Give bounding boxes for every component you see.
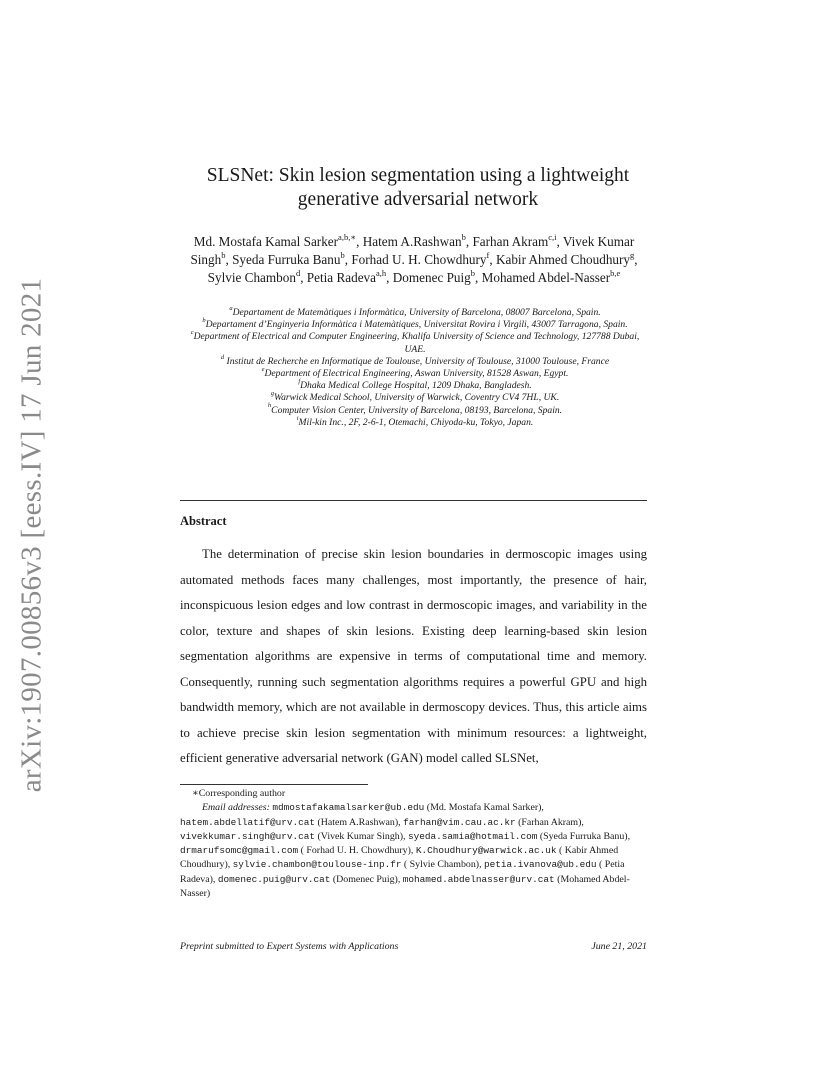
author-affiliation-marker: d bbox=[295, 267, 301, 278]
affiliation-text: Computer Vision Center, University of Barcelona, 08193, Barcelona, Spain. bbox=[271, 404, 563, 416]
corresponding-author-note: ∗Corresponding author bbox=[192, 788, 286, 799]
email-owner: (Domenec Puig), bbox=[330, 873, 403, 885]
author bbox=[362, 231, 466, 249]
author bbox=[207, 267, 301, 285]
email-link[interactable]: vivekkumar.singh@urv.cat bbox=[180, 830, 316, 842]
email-owner: (Md. Mostafa Kamal Sarker), bbox=[424, 802, 544, 814]
email-link[interactable]: hatem.abdellatif@urv.cat bbox=[180, 816, 316, 828]
abstract-body: The determination of precise skin lesion boundaries in dermoscopic images using automated methods faces many challenges, most importantly, the presence of hair, inconspicuous lesion edges and low contrast in dermoscopic images, and variability in the color, texture and shapes of skin lesions. Existing deep learning-based skin lesion segmentation algorithms are expensive in terms of computational time and memory. Consequently, running such segmentation algorithms requires a powerful GPU and high bandwidth memory, which are not available in dermoscopy devices. Thus, this article aims to achieve precise skin lesion segmentation with minimum resources: a lightweight, efficient generative adversarial network (GAN) model called SLSNet, bbox=[180, 547, 647, 765]
author-name: Kabir Ahmed Choudhury bbox=[495, 252, 630, 267]
header-divider bbox=[180, 500, 647, 501]
footnotes bbox=[180, 787, 647, 901]
affiliation-marker: i bbox=[296, 414, 299, 422]
author-affiliation-marker: c,i bbox=[548, 231, 557, 242]
email-owner: ( Petia Radeva), bbox=[180, 859, 625, 885]
author-affiliation-marker: b bbox=[221, 249, 226, 260]
email-link[interactable]: mdmostafakamalsarker@ub.edu bbox=[272, 802, 425, 814]
abstract-heading: Abstract bbox=[180, 514, 227, 528]
affiliation-marker: b bbox=[202, 317, 206, 325]
author-affiliation-marker: f bbox=[486, 249, 490, 260]
affiliation-marker: g bbox=[270, 390, 275, 398]
author bbox=[481, 267, 621, 285]
affiliation bbox=[180, 392, 650, 404]
author-affiliation-marker: a,h bbox=[376, 267, 387, 278]
author-affiliation-marker: a,b,∗ bbox=[338, 231, 357, 242]
author bbox=[306, 267, 387, 285]
affiliation-marker: e bbox=[261, 365, 265, 373]
arxiv-sidebar bbox=[12, 277, 52, 793]
affiliation-text: Departament d’Enginyeria Informàtica i Matemàtiques, Universitat Rovira i Virgili, 43007 Tarragona, Spain. bbox=[205, 319, 628, 331]
affiliation bbox=[180, 353, 650, 368]
email-link[interactable]: sylvie.chambon@toulouse-inp.fr bbox=[232, 859, 402, 871]
email-link[interactable]: K.Choudhury@warwick.ac.uk bbox=[415, 845, 557, 857]
author bbox=[495, 249, 635, 267]
paper-title bbox=[170, 164, 666, 212]
author-name: Forhad U. H. Chowdhury bbox=[351, 252, 487, 267]
affiliation-text: Warwick Medical School, University of Warwick, Coventry CV4 7HL, UK. bbox=[274, 392, 560, 404]
author-name: Farhan Akram bbox=[472, 234, 549, 249]
affiliation bbox=[180, 380, 650, 392]
email-owner: (Vivek Kumar Singh), bbox=[315, 830, 408, 842]
title-line-1: SLSNet: Skin lesion segmentation using a lightweight bbox=[206, 165, 630, 186]
email-addresses bbox=[180, 801, 647, 901]
footnote-divider bbox=[180, 784, 368, 785]
author-list: Md. Mostafa Kamal Sarker$^{a,b,∗}$, Hatem A.Rashwan$^b$, Farhan Akram$^{c,i}$, Vivek Kumar Singh$^b$, Syeda Furruka Banu$^b$, Forhad U. H. Chowdhury$^f$, Kabir Ahmed Choudhury$^g$, Sylvie Chambon$^d$, Petia Radeva$^{a,h}$, Domenec Puig$^b$, Mohamed Abdel-Nasser$^{b,e}$ bbox=[190, 231, 638, 285]
email-link[interactable]: farhan@vim.cau.ac.kr bbox=[403, 816, 516, 828]
email-label: Email addresses: bbox=[202, 802, 270, 814]
email-owner: ( Sylvie Chambon), bbox=[401, 859, 485, 871]
affiliation-text: Dhaka Medical College Hospital, 1209 Dhaka, Bangladesh. bbox=[300, 380, 532, 392]
author-name: Mohamed Abdel-Nasser bbox=[481, 270, 611, 285]
author-name: Vivek Kumar Singh bbox=[190, 234, 635, 267]
arxiv-identifier[interactable]: arXiv:1907.00856v3 [eess.IV] 17 Jun 2021 bbox=[15, 277, 48, 793]
email-link[interactable]: mohamed.abdelnasser@urv.cat bbox=[402, 873, 555, 885]
author bbox=[193, 231, 357, 249]
author-affiliation-marker: b bbox=[461, 231, 466, 242]
email-owner: ( Forhad U. H. Chowdhury), bbox=[298, 845, 416, 857]
footer-journal: Preprint submitted to Expert Systems with Applications bbox=[180, 941, 399, 952]
email-owner: (Mohamed Abdel-Nasser) bbox=[180, 873, 630, 900]
author-affiliation-marker: b bbox=[340, 249, 345, 260]
affiliation-text: Departament de Matemàtiques i Informàtica, University of Barcelona, 08007 Barcelona, Spain. bbox=[232, 307, 601, 318]
affiliation bbox=[180, 414, 650, 429]
email-owner: (Farhan Akram), bbox=[515, 816, 584, 828]
title-line-2: generative adversarial network bbox=[297, 189, 539, 210]
email-link[interactable]: drmarufsomc@gmail.com bbox=[180, 845, 299, 857]
affiliation-marker: a bbox=[229, 304, 233, 312]
affiliation bbox=[180, 304, 650, 319]
author-affiliation-marker: b,e bbox=[610, 267, 621, 278]
affiliation-text: Institut de Recherche en Informatique de Toulouse, University of Toulouse, 31000 Toulouse, France bbox=[224, 355, 610, 367]
page-footer bbox=[180, 941, 647, 952]
author-name: Md. Mostafa Kamal Sarker bbox=[193, 234, 339, 249]
author bbox=[232, 249, 345, 267]
affiliation-list bbox=[180, 304, 650, 429]
affiliation-marker: d bbox=[220, 353, 225, 361]
author bbox=[472, 231, 557, 249]
email-owner: ( Kabir Ahmed Choudhury), bbox=[180, 845, 619, 871]
email-link[interactable]: domenec.puig@urv.cat bbox=[217, 873, 331, 885]
affiliation-text: Mil-kin Inc., 2F, 2-6-1, Otemachi, Chiyoda-ku, Tokyo, Japan. bbox=[298, 416, 534, 428]
affiliation-text: Department of Electrical Engineering, Aswan University, 81528 Aswan, Egypt. bbox=[264, 368, 569, 380]
affiliation bbox=[180, 319, 650, 331]
affiliation-marker: c bbox=[190, 329, 194, 337]
email-owner: (Syeda Furruka Banu), bbox=[537, 830, 631, 842]
affiliation-marker: f bbox=[298, 378, 301, 386]
email-owner: (Hatem A.Rashwan), bbox=[315, 816, 404, 828]
email-link[interactable]: petia.ivanova@ub.edu bbox=[484, 859, 597, 871]
author-name: Syeda Furruka Banu bbox=[232, 252, 341, 267]
affiliation-marker: h bbox=[267, 402, 272, 410]
footer-date: June 21, 2021 bbox=[591, 941, 647, 952]
affiliation bbox=[180, 365, 650, 380]
email-link[interactable]: syeda.samia@hotmail.com bbox=[407, 830, 538, 842]
affiliation-text: Department of Electrical and Computer Engineering, Khalifa University of Science and Technology, 127788 Dubai, UAE. bbox=[193, 331, 640, 355]
affiliation bbox=[180, 331, 650, 355]
author-affiliation-marker: b bbox=[470, 267, 476, 278]
author bbox=[392, 267, 476, 285]
author bbox=[351, 249, 490, 267]
affiliation bbox=[180, 402, 650, 417]
author-name: Hatem A.Rashwan bbox=[362, 234, 462, 249]
author-name: Sylvie Chambon bbox=[207, 270, 296, 285]
author-affiliation-marker: g bbox=[630, 249, 635, 260]
author-name: Petia Radeva bbox=[306, 270, 377, 285]
author-name: Domenec Puig bbox=[392, 270, 471, 285]
